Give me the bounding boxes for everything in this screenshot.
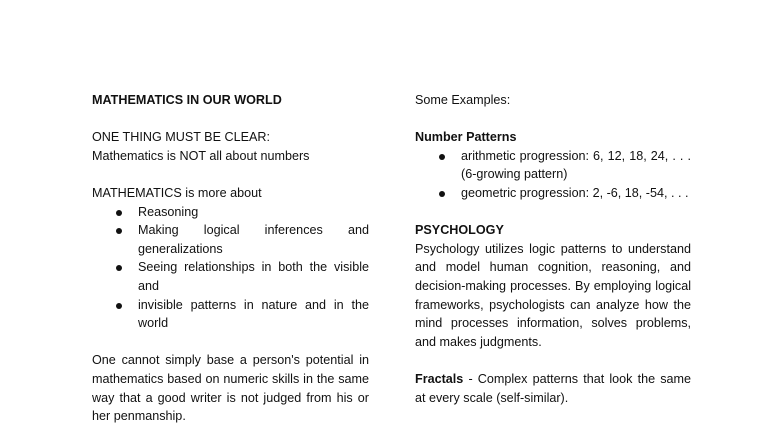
list-item: geometric progression: 2, -6, 18, -54, . . . xyxy=(415,184,691,203)
more-about-heading: MATHEMATICS is more about xyxy=(92,185,262,200)
bullet-icon xyxy=(116,303,122,309)
clear-heading: ONE THING MUST BE CLEAR: xyxy=(92,130,270,145)
psychology-paragraph: Psychology utilizes logic patterns to understand and model human cognition, reasoning, and decision-making processes. By employing logical frameworks, psychologists can analyze how the mind processes information, solves problems, and makes judgments. xyxy=(415,241,691,349)
page-title: MATHEMATICS IN OUR WORLD xyxy=(92,93,282,107)
fractals-heading: Fractals xyxy=(415,371,464,386)
bullet-icon xyxy=(116,265,122,271)
left-column xyxy=(92,91,369,426)
bullet-icon xyxy=(116,210,122,216)
number-patterns-list xyxy=(415,147,691,203)
psychology-heading: PSYCHOLOGY xyxy=(415,223,504,238)
more-about-list xyxy=(92,203,369,333)
right-column xyxy=(415,91,691,407)
list-item: Making logical inferences and generalizations xyxy=(92,221,369,258)
number-patterns-heading: Number Patterns xyxy=(415,130,517,145)
examples-intro: Some Examples: xyxy=(415,93,511,107)
list-item: arithmetic progression: 6, 12, 18, 24, . . . (6-growing pattern) xyxy=(415,147,691,184)
penmanship-paragraph: One cannot simply base a person's potential in mathematics based on numeric skills in the same way that a good writer is not judged from his or her penmanship. xyxy=(92,353,369,424)
list-item: invisible patterns in nature and in the world xyxy=(92,296,369,333)
list-item: Reasoning xyxy=(92,203,369,222)
bullet-icon xyxy=(439,191,445,197)
bullet-icon xyxy=(439,154,445,160)
fractals-text: - Complex patterns that look the same at every scale (self-similar). xyxy=(415,371,691,405)
list-item: Seeing relationships in both the visible and xyxy=(92,258,369,295)
clear-text: Mathematics is NOT all about numbers xyxy=(92,148,310,163)
bullet-icon xyxy=(116,228,122,234)
fractals-paragraph xyxy=(415,370,691,407)
